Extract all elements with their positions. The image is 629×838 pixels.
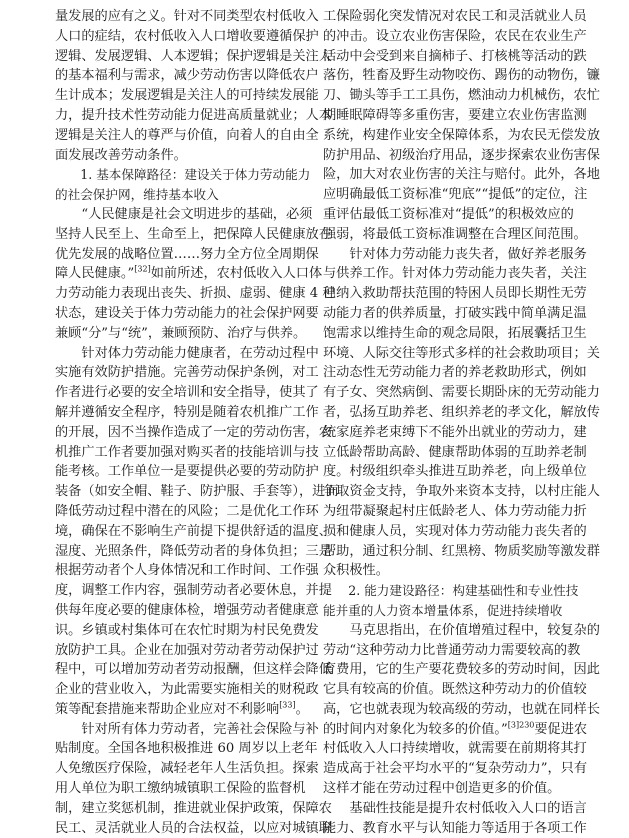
text-line: 人口的症结，农村低收入人口增收要遵循保护 (55, 28, 319, 44)
section-heading (55, 165, 311, 205)
text-line: 作者进行必要的安全培训和安全指导，使其了 (55, 385, 319, 401)
body-paragraph (323, 7, 600, 245)
text-line: 度，调整工作内容，强制劳动者必要休息，并提 (55, 583, 332, 599)
text-line: 企业的营业收入，为此需要实施相关的财税政 (55, 682, 319, 698)
text-line: 与供养工作。针对体力劳动能力丧失者，关注 (323, 266, 587, 282)
text-line: 有子女、突然病倒、需要长期卧床的无劳动能力 (323, 385, 600, 401)
text-line: 面发展改善劳动条件。 (55, 147, 187, 163)
text-line: 这样才能在劳动过程中创造更多的价值。 (323, 781, 561, 797)
text-line: 人免缴医疗保险，减轻老年人生活负担。探索 (55, 761, 319, 777)
text-segment: 要促进农 (534, 721, 588, 737)
text-line: 兼顾“分”与“统”，兼顾预防、治疗与供养。 (55, 325, 307, 341)
text-line: 期睡眠障碍等多重伤害，要建立农业伤害监测 (323, 107, 587, 123)
text-line: 系统，构建作业安全保障体系，为农民无偿发放 (323, 127, 600, 143)
text-line: 供每年度必要的健康体检，增强劳动者健康意 (55, 602, 319, 618)
text-line: 能考核。工作单位一是要提供必要的劳动防护 (55, 464, 319, 480)
text-line: 帮助，通过积分制、红黑榜、物质奖励等激发群 (323, 543, 600, 559)
text-line: 劳动“这种劳动力比普通劳动力需要较高的教 (323, 642, 581, 658)
text-line: 优先发展的战略位置……努力全方位全周期保 (55, 246, 319, 262)
body-paragraph (323, 245, 600, 582)
body-paragraph (323, 621, 600, 799)
text-line (323, 720, 588, 740)
body-paragraph (323, 799, 587, 838)
text-segment: 如前所述，农村低收入人口体 (150, 266, 323, 282)
text-line: 为纽带凝聚起村庄低龄老人、体力劳动能力折 (323, 503, 587, 519)
text-line: 已纳入救助帮扶范围的特困人员即长期性无劳 (323, 286, 587, 302)
citation-reference: [3]230 (507, 720, 535, 730)
text-line: 重评估最低工资标准对“提低”的积极效应的 (323, 206, 574, 222)
text-line: 争取资金支持，争取外来资本支持，以村庄能人 (323, 484, 600, 500)
text-line: 强弱，将最低工资标准调整在合理区间范围。 (323, 226, 587, 242)
text-line: 降低劳动过程中潜在的风险；二是优化工作环 (55, 503, 319, 519)
text-line (55, 264, 323, 284)
citation-reference: [32] (134, 264, 151, 274)
text-line: 装备（如安全帽、鞋子、防护服、手套等），进而 (55, 484, 339, 500)
text-line: 1. 基本保障路径：建设关于体力劳动能力 (80, 167, 311, 183)
text-line: 用人单位为职工缴纳城镇职工保险的监督机 (55, 781, 306, 797)
text-line: 逻辑、发展逻辑、人本逻辑；保护逻辑是关注人 (55, 48, 332, 64)
section-heading (323, 581, 579, 621)
left-column (55, 7, 339, 838)
text-line: 损和健康人员，实现对体力劳动能力丧失者的 (323, 523, 587, 539)
text-line: 实施有效防护措施。完善劳动保护条例，对工 (55, 365, 319, 381)
text-line: 饱需求以维持生命的观念局限，拓展囊括卫生 (323, 325, 587, 341)
right-column (323, 7, 600, 838)
body-paragraph (55, 205, 336, 344)
text-line: 量发展的应有之义。针对不同类型农村低收入 (55, 9, 319, 24)
text-line: 境，确保在不影响生产前提下提供舒适的温度、 (55, 523, 332, 539)
text-line: 的基本福利与需求，减少劳动伤害以降低农户 (55, 68, 319, 84)
text-line: 生计成本；发展逻辑是关注人的可持续发展能 (55, 88, 319, 104)
citation-reference: [33] (279, 700, 296, 710)
text-line: 逻辑是关注人的尊严与价值，向着人的自由全 (55, 127, 319, 143)
text-line: 针对所有体力劳动者，完善社会保险与补 (81, 721, 319, 737)
text-line: 针对体力劳动能力丧失者，做好养老服务 (349, 246, 587, 262)
text-line: 众积极性。 (323, 563, 389, 579)
text-line: 造成高于社会平均水平的“复杂劳动力”，只有 (323, 761, 588, 777)
text-line: 基础性技能是提升农村低收入人口的语言 (349, 800, 587, 816)
text-line: 高，它也就表现为较高级的劳动，也就在同样长 (323, 701, 600, 717)
text-line: 者，弘扬互助养老、组织养老的孝文化，解放传 (323, 404, 600, 420)
text-line: 针对体力劳动能力健康者，在劳动过程中 (81, 345, 319, 361)
text-line: 的社会保护网，维持基本收入 (55, 187, 219, 203)
text-line: 根据劳动者个人身体情况和工作时间、工作强 (55, 563, 319, 579)
text-line: 力，提升技术性劳动能力促进高质量就业；人本 (55, 107, 332, 123)
text-line (55, 700, 309, 720)
text-line: 贴制度。全国各地积极推进 60 周岁以上老年 (55, 741, 318, 757)
text-line: 程中，可以增加劳动者劳动报酬，但这样会降低 (55, 662, 332, 678)
text-line: 力劳动能力表现出丧失、折损、虚弱、健康 4 种 (55, 286, 336, 302)
body-paragraph (55, 7, 332, 165)
text-segment: 的时间内对象化为较多的价值。” (323, 721, 508, 737)
text-line: 民工、灵活就业人员的合法权益，以应对城镇职 (55, 820, 332, 836)
text-line: 机推广工作者要加强对购买者的技能培训与技 (55, 444, 319, 460)
text-segment: 障人民健康。” (55, 266, 135, 282)
text-line: 村低收入人口持续增收，就需要在前期将其打 (323, 741, 587, 757)
text-segment: 。 (295, 701, 309, 717)
text-line: 解并遵循安全程序，特别是随着农机推广工作 (55, 404, 319, 420)
text-line: 统家庭养老束缚下不能外出就业的劳动力，建 (323, 424, 587, 440)
text-segment: 策等配套措施来帮助企业应对不利影响 (55, 701, 280, 717)
text-line: 育费用，它的生产要花费较多的劳动时间，因此 (323, 662, 600, 678)
text-line: 能力、教育水平与认知能力等适用于各项工作 (323, 820, 587, 836)
text-line: 活动中会受到来自摘柿子、打核桃等活动的跌 (323, 48, 587, 64)
text-line: 坚持人民至上、生命至上，把保障人民健康放在 (55, 226, 332, 242)
text-line: 能并重的人力资本增量体系，促进持续增收 (323, 602, 563, 618)
text-line: 放防护工具。企业在加强对劳动者劳动保护过 (55, 642, 319, 658)
text-line: 工保险弱化突发情况对农民工和灵活就业人员 (323, 9, 587, 24)
body-paragraph (55, 720, 332, 838)
text-line: 2. 能力建设路径：构建基础性和专业性技 (348, 583, 579, 599)
text-line: 动能力者的供养质量，打破实践中简单满足温 (323, 305, 587, 321)
text-line: 应明确最低工资标准“兜底”“提低”的定位，注 (323, 187, 588, 203)
text-line: 落伤，牲畜及野生动物咬伤、踢伤的动物伤，镰 (323, 68, 600, 84)
text-line: 立低龄帮助高龄、健康帮助体弱的互助养老制 (323, 444, 587, 460)
text-line: 的冲击。设立农业伤害保险，农民在农业生产 (323, 28, 587, 44)
text-line: 马克思指出，在价值增殖过程中，较复杂的 (349, 622, 600, 638)
text-line: 险，加大对农业伤害的关注与赔付。此外，各地 (323, 167, 600, 183)
body-paragraph (55, 344, 339, 720)
text-line: 湿度、光照条件，降低劳动者的身体负担；三是 (55, 543, 332, 559)
text-line: 刀、锄头等手工工具伤，燃油动力机械伤，农忙 (323, 88, 600, 104)
text-line: 它具有较高的价值。既然这种劳动力的价值较 (323, 682, 587, 698)
text-line: 状态，建设关于体力劳动能力的社会保护网要 (55, 305, 319, 321)
text-line: 识。乡镇或村集体可在农忙时期为村民免费发 (55, 622, 319, 638)
text-line: 的开展，因不当操作造成了一定的劳动伤害，农 (55, 424, 332, 440)
text-line: 注动态性无劳动能力者的养老救助形式，例如 (323, 365, 587, 381)
text-line: 防护用品、初级治疗用品，逐步探索农业伤害保 (323, 147, 600, 163)
text-line: 制，建立奖惩机制，推进就业保护政策，保障农 (55, 800, 332, 816)
text-line: 环境、人际交往等形式多样的社会救助项目；关 (323, 345, 600, 361)
text-line: “人民健康是社会文明进步的基础，必须 (81, 206, 313, 222)
text-line: 度。村级组织牵头推进互助养老，向上级单位 (323, 464, 587, 480)
